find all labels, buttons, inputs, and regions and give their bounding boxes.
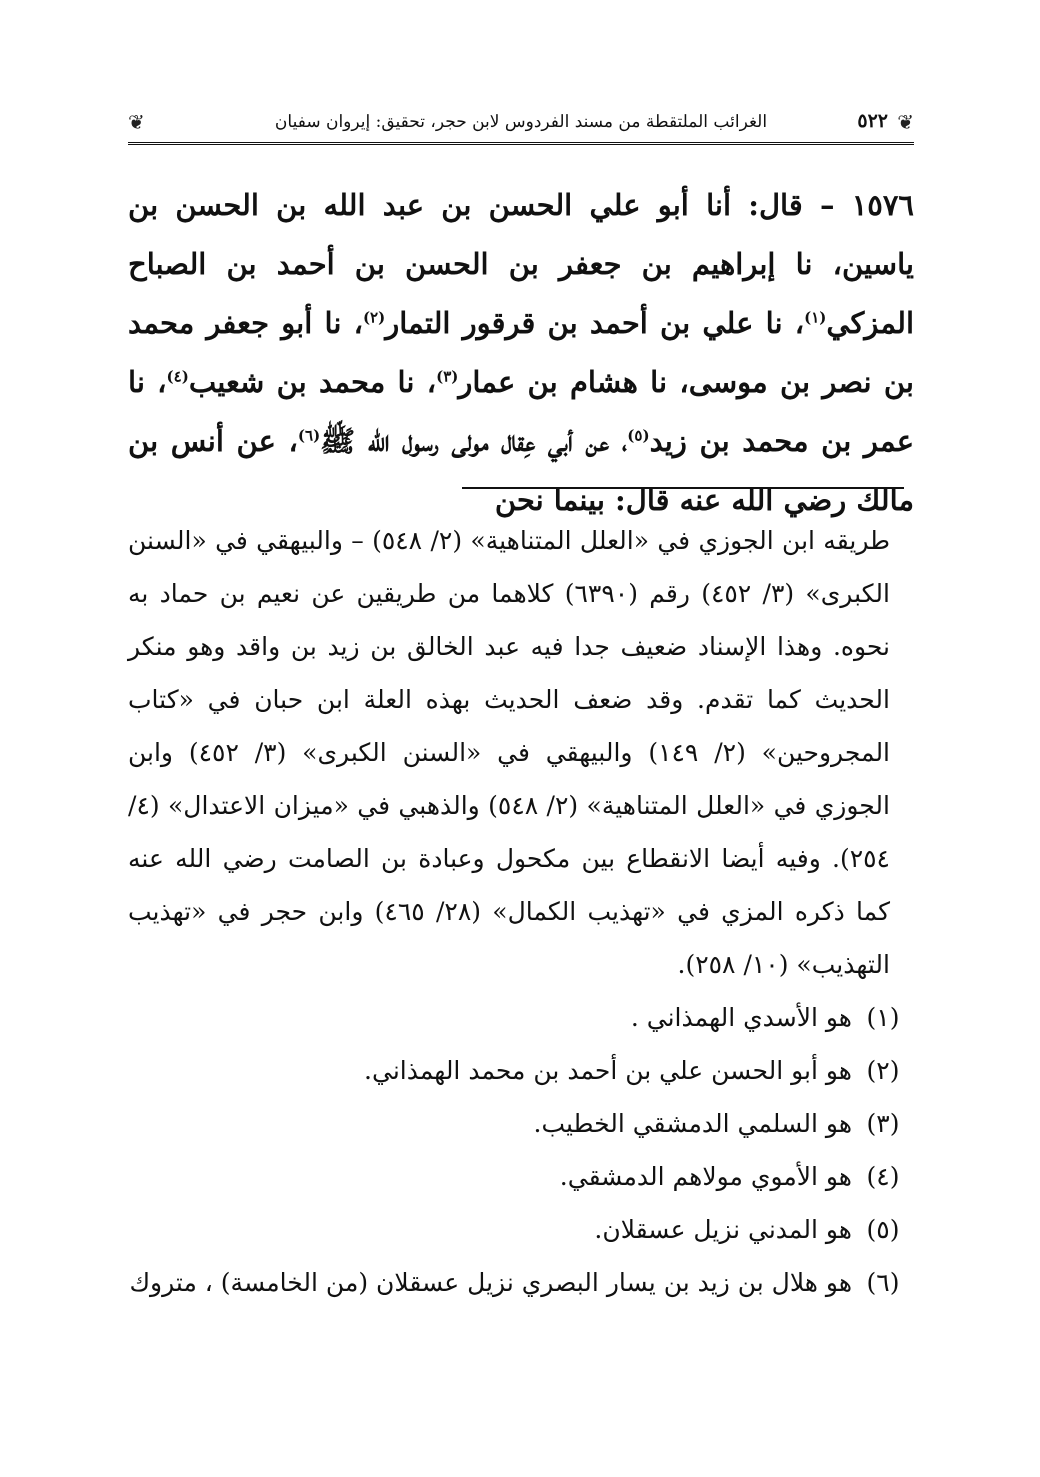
- footnote-text: هو الأسدي الهمذاني .: [630, 1003, 852, 1032]
- main-text-segment: ، نا علي بن أحمد بن قرقور التمار: [385, 306, 805, 340]
- footnote-item: [128, 1256, 914, 1309]
- main-hadith-text: [128, 176, 914, 530]
- page-header: [128, 106, 914, 148]
- footnote-number: (١): [866, 1003, 900, 1032]
- main-text-segment: ١٥٧٦ – قال: أنا أبو علي الحسن بن عبد الله بن الحسن بن ياسين، نا إبراهيم بن جعفر بن الحسن بن أحمد بن الصباح المزكي: [128, 188, 914, 340]
- page-number: ٥٢٢: [857, 110, 888, 132]
- footnote-text: هو الأموي مولاهم الدمشقي.: [559, 1162, 852, 1191]
- footnote-text: هو السلمي الدمشقي الخطيب.: [533, 1109, 852, 1138]
- footnote-text: هو هلال بن زيد بن يسار البصري نزيل عسقلان (من الخامسة) ، متروك: [129, 1268, 852, 1297]
- footnotes-section: [128, 514, 914, 1309]
- footnote-item: [128, 991, 914, 1044]
- footnote-number: (٥): [866, 1215, 900, 1244]
- footnote-number: (٣): [866, 1109, 900, 1138]
- footnote-text: هو المدني نزيل عسقلان.: [594, 1215, 852, 1244]
- footnote-number: (٦): [866, 1268, 900, 1297]
- main-text-segment: ، عن أبي عِقال مولى رسول الله ﷺ: [320, 424, 628, 458]
- footnote-item: [128, 1097, 914, 1150]
- footnote-ref: (٤): [166, 367, 189, 386]
- running-title: الغرائب الملتقطة من مسند الفردوس لابن حجر، تحقيق: إيروان سفيان: [274, 112, 768, 132]
- footnote-number: (٤): [866, 1162, 900, 1191]
- footnote-text: هو أبو الحسن علي بن أحمد بن محمد الهمذاني.: [364, 1056, 852, 1085]
- main-text-segment: ، نا عمر بن محمد بن زيد: [128, 365, 914, 458]
- footnote-item: [128, 1203, 914, 1256]
- continued-footnote: طريقه ابن الجوزي في «العلل المتناهية» (٢/ ٥٤٨) – والبيهقي في «السنن الكبرى» (٣/ ٤٥٢) رقم (٦٣٩٠) كلاهما من طريقين عن نعيم بن حماد به نحوه. وهذا الإسناد ضعيف جدا فيه عبد الخالق بن زيد بن واقد وهو منكر الحديث كما تقدم. وقد ضعف الحديث بهذه العلة ابن حبان في «كتاب المجروحين» (٢/ ١٤٩) والبيهقي في «السنن الكبرى» (٣/ ٤٥٢) وابن الجوزي في «العلل المتناهية» (٢/ ٥٤٨) والذهبي في «ميزان الاعتدال» (٤/ ٢٥٤). وفيه أيضا الانقطاع بين مكحول وعبادة بن الصامت رضي الله عنه كما ذكره المزي في «تهذيب الكمال» (٢٨/ ٤٦٥) وابن حجر في «تهذيب التهذيب» (١٠/ ٢٥٨).: [128, 526, 891, 979]
- footnote-ref: (٢): [362, 308, 386, 327]
- footnote-item: [128, 1044, 914, 1097]
- footnote-ref: (٣): [436, 367, 459, 386]
- main-text-segment: ، عن أنس بن مالك رضي الله عنه قال: بينما نحن: [128, 424, 914, 517]
- footnote-ref: (١): [804, 308, 827, 327]
- footnote-ref: (٥): [627, 426, 650, 445]
- footnote-number: (٢): [866, 1056, 900, 1085]
- footnote-separator: [462, 487, 904, 489]
- header-ornament-right-icon: ❦: [897, 110, 914, 134]
- footnote-ref: (٦): [297, 426, 321, 445]
- header-ornament-left-icon: ❦: [128, 110, 145, 134]
- main-text-segment: ، نا أبو جعفر محمد بن نصر بن موسى، نا هشام بن عمار: [128, 306, 915, 399]
- footnote-item: [128, 1150, 914, 1203]
- header-rule: [128, 142, 914, 145]
- main-text-segment: ، نا محمد بن شعيب: [188, 365, 437, 399]
